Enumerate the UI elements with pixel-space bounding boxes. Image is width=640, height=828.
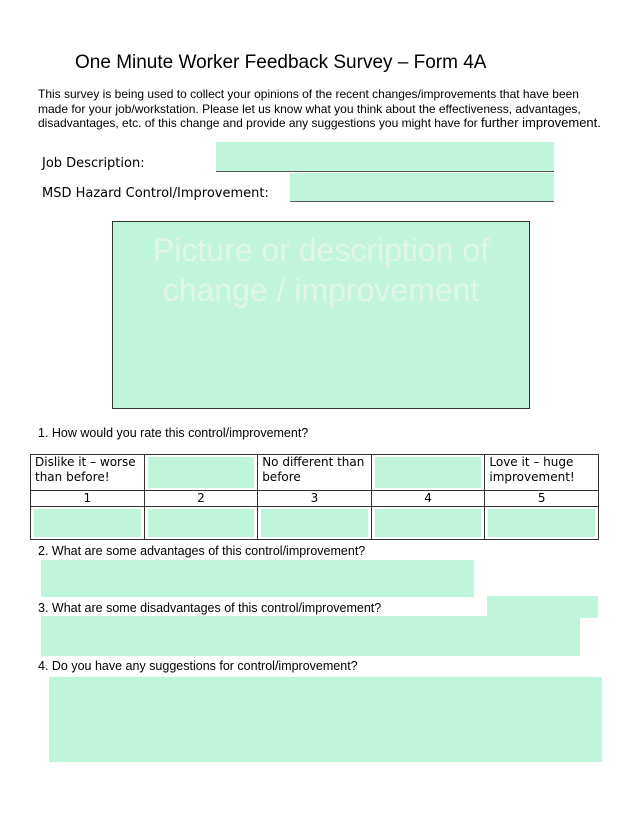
disadvantages-field-extra[interactable]: [487, 596, 598, 618]
rating-label-1: Dislike it – worse than before!: [31, 455, 145, 491]
intro-text-end: further improvement.: [480, 115, 601, 130]
rating-number-3: 3: [258, 491, 372, 507]
rating-table: [30, 454, 599, 540]
rating-label-3: No different than before: [258, 455, 372, 491]
rating-number-5: 5: [485, 491, 599, 507]
intro-paragraph: [38, 87, 608, 131]
question-3: 3. What are some disadvantages of this control/improvement?: [38, 601, 382, 615]
disadvantages-field[interactable]: [41, 616, 580, 656]
rating-number-1: 1: [31, 491, 145, 507]
rating-choice-5[interactable]: [485, 507, 599, 540]
picture-field[interactable]: [112, 221, 530, 409]
rating-label-2: [144, 455, 258, 491]
rating-label-4: [371, 455, 485, 491]
job-description-label: Job Description:: [42, 156, 145, 171]
rating-label-5: Love it – huge improvement!: [485, 455, 599, 491]
job-description-field[interactable]: [216, 142, 554, 172]
rating-number-2: 2: [144, 491, 258, 507]
question-1: 1. How would you rate this control/improvement?: [38, 426, 309, 440]
rating-choice-3[interactable]: [258, 507, 372, 540]
msd-hazard-field[interactable]: [290, 173, 554, 202]
advantages-field[interactable]: [41, 560, 474, 597]
msd-hazard-label: MSD Hazard Control/Improvement:: [42, 186, 269, 201]
question-2: 2. What are some advantages of this control/improvement?: [38, 544, 366, 558]
rating-choice-2[interactable]: [144, 507, 258, 540]
rating-choice-4[interactable]: [371, 507, 485, 540]
rating-choice-1[interactable]: [31, 507, 145, 540]
rating-number-4: 4: [371, 491, 485, 507]
picture-placeholder: Picture or description of change / improvement: [152, 232, 490, 308]
question-4: 4. Do you have any suggestions for control/improvement?: [38, 659, 358, 673]
page-title: One Minute Worker Feedback Survey – Form 4A: [75, 52, 487, 73]
suggestions-field[interactable]: [49, 677, 602, 762]
intro-text: This survey is being used to collect your opinions of the recent changes/improvements that have been made for your job/workstation. Please let us know what you think about the effectiveness, advantages, disadvantages, etc. of this change and provide any suggestions you might have for: [38, 87, 581, 130]
